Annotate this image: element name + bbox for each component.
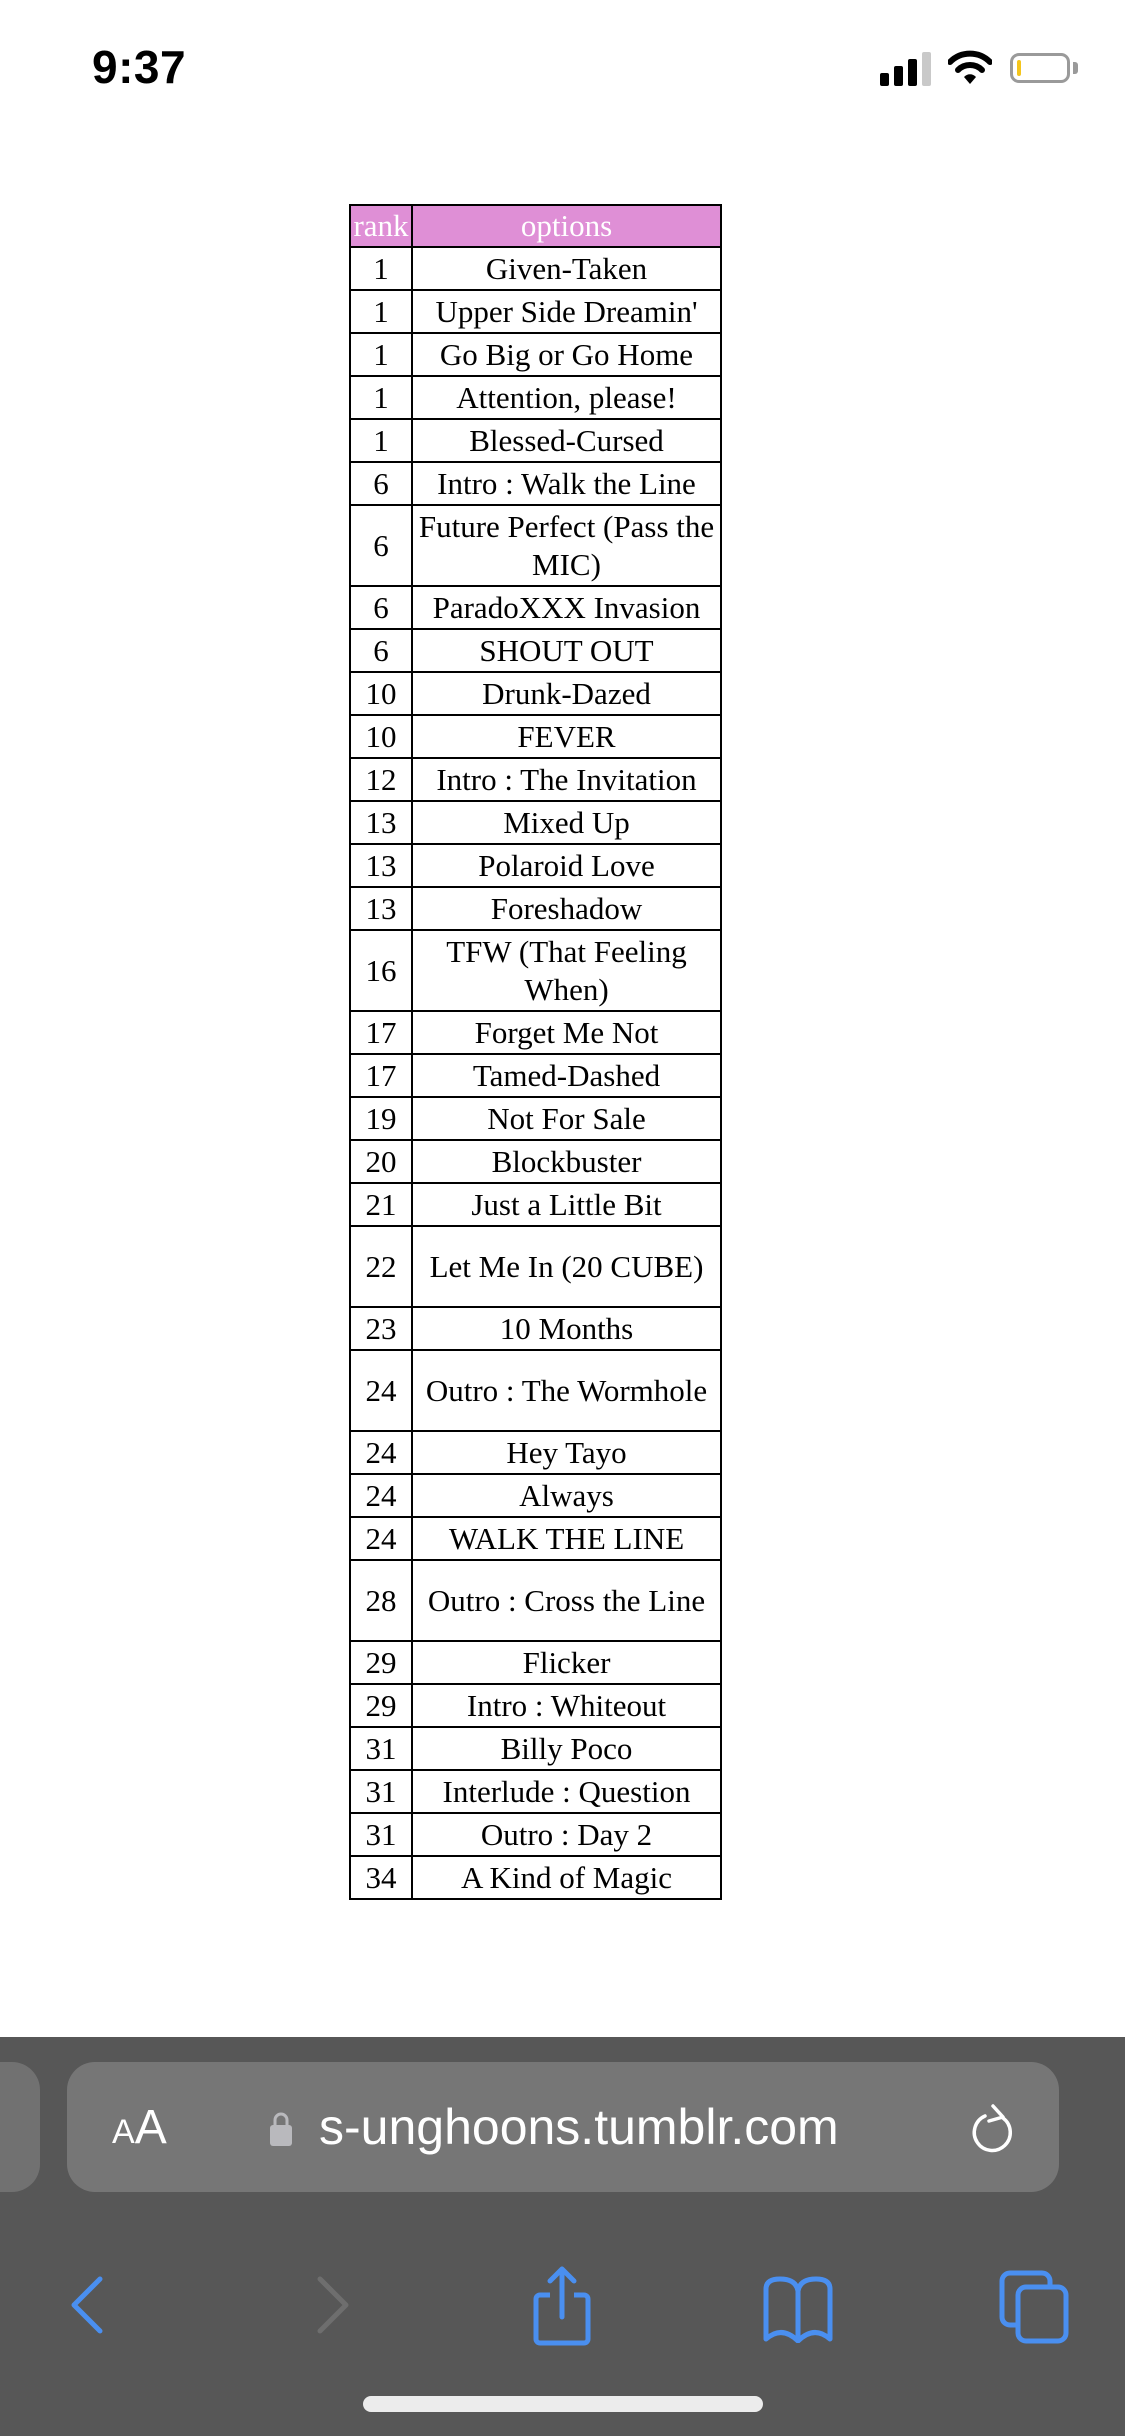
table-row bbox=[350, 333, 721, 376]
rank-cell: 10 bbox=[350, 672, 412, 715]
table-row bbox=[350, 930, 721, 1011]
option-cell: Blockbuster bbox=[412, 1140, 721, 1183]
option-cell: Go Big or Go Home bbox=[412, 333, 721, 376]
rank-cell: 17 bbox=[350, 1011, 412, 1054]
table-row bbox=[350, 1684, 721, 1727]
status-bar bbox=[0, 0, 1125, 140]
rank-cell: 24 bbox=[350, 1350, 412, 1431]
ranking-table bbox=[349, 204, 722, 1900]
rank-cell: 13 bbox=[350, 887, 412, 930]
table-row bbox=[350, 1226, 721, 1307]
rank-cell: 29 bbox=[350, 1684, 412, 1727]
table-row bbox=[350, 758, 721, 801]
status-time: 9:37 bbox=[92, 41, 187, 93]
option-cell: Hey Tayo bbox=[412, 1431, 721, 1474]
table-row bbox=[350, 1140, 721, 1183]
option-cell: Billy Poco bbox=[412, 1727, 721, 1770]
option-cell: Tamed-Dashed bbox=[412, 1054, 721, 1097]
column-header-rank: rank bbox=[350, 205, 412, 247]
option-cell: Let Me In (20 CUBE) bbox=[412, 1226, 721, 1307]
table-header-row bbox=[350, 205, 721, 247]
option-cell: Not For Sale bbox=[412, 1097, 721, 1140]
rank-cell: 31 bbox=[350, 1770, 412, 1813]
table-row bbox=[350, 419, 721, 462]
table-row bbox=[350, 1054, 721, 1097]
back-icon[interactable] bbox=[68, 2275, 108, 2335]
cellular-signal-icon bbox=[880, 52, 934, 86]
option-cell: Attention, please! bbox=[412, 376, 721, 419]
reload-icon[interactable] bbox=[967, 2102, 1017, 2157]
option-cell: Intro : Walk the Line bbox=[412, 462, 721, 505]
rank-cell: 34 bbox=[350, 1856, 412, 1899]
rank-cell: 16 bbox=[350, 930, 412, 1011]
rank-cell: 1 bbox=[350, 290, 412, 333]
table-row bbox=[350, 887, 721, 930]
table-row bbox=[350, 1307, 721, 1350]
option-cell: FEVER bbox=[412, 715, 721, 758]
option-cell: WALK THE LINE bbox=[412, 1517, 721, 1560]
rank-cell: 22 bbox=[350, 1226, 412, 1307]
rank-cell: 17 bbox=[350, 1054, 412, 1097]
option-cell: Forget Me Not bbox=[412, 1011, 721, 1054]
bookmarks-icon[interactable] bbox=[762, 2275, 834, 2343]
rank-cell: 19 bbox=[350, 1097, 412, 1140]
table-row bbox=[350, 1856, 721, 1899]
table-row bbox=[350, 505, 721, 586]
table-row bbox=[350, 586, 721, 629]
rank-cell: 6 bbox=[350, 629, 412, 672]
rank-cell: 6 bbox=[350, 586, 412, 629]
forward-icon[interactable] bbox=[312, 2275, 352, 2335]
option-cell: 10 Months bbox=[412, 1307, 721, 1350]
option-cell: Just a Little Bit bbox=[412, 1183, 721, 1226]
option-cell: Flicker bbox=[412, 1641, 721, 1684]
option-cell: Future Perfect (Pass the MIC) bbox=[412, 505, 721, 586]
table-row bbox=[350, 1641, 721, 1684]
option-cell: Drunk-Dazed bbox=[412, 672, 721, 715]
column-header-options: options bbox=[412, 205, 721, 247]
rank-cell: 28 bbox=[350, 1560, 412, 1641]
option-cell: Intro : The Invitation bbox=[412, 758, 721, 801]
table-row bbox=[350, 801, 721, 844]
reader-settings-button[interactable]: AA bbox=[112, 2101, 167, 2154]
wifi-icon bbox=[948, 50, 992, 86]
lock-icon bbox=[270, 2110, 292, 2146]
table-row bbox=[350, 290, 721, 333]
previous-tab-preview[interactable] bbox=[0, 2062, 40, 2192]
home-indicator[interactable] bbox=[363, 2396, 763, 2412]
table-row bbox=[350, 1350, 721, 1431]
rank-cell: 1 bbox=[350, 419, 412, 462]
rank-cell: 12 bbox=[350, 758, 412, 801]
table-row bbox=[350, 1770, 721, 1813]
rank-cell: 1 bbox=[350, 376, 412, 419]
table-row bbox=[350, 247, 721, 290]
option-cell: ParadoXXX Invasion bbox=[412, 586, 721, 629]
option-cell: A Kind of Magic bbox=[412, 1856, 721, 1899]
table-row bbox=[350, 1560, 721, 1641]
rank-cell: 31 bbox=[350, 1813, 412, 1856]
battery-level bbox=[1017, 60, 1021, 76]
option-cell: Outro : Cross the Line bbox=[412, 1560, 721, 1641]
table-row bbox=[350, 1727, 721, 1770]
option-cell: TFW (That Feeling When) bbox=[412, 930, 721, 1011]
option-cell: Mixed Up bbox=[412, 801, 721, 844]
option-cell: Upper Side Dreamin' bbox=[412, 290, 721, 333]
address-bar[interactable] bbox=[67, 2062, 1059, 2192]
option-cell: Blessed-Cursed bbox=[412, 419, 721, 462]
rank-cell: 31 bbox=[350, 1727, 412, 1770]
battery-icon bbox=[1010, 53, 1070, 83]
table-row bbox=[350, 1011, 721, 1054]
option-cell: Intro : Whiteout bbox=[412, 1684, 721, 1727]
table-row bbox=[350, 629, 721, 672]
table-row bbox=[350, 1183, 721, 1226]
table-row bbox=[350, 715, 721, 758]
rank-cell: 24 bbox=[350, 1474, 412, 1517]
option-cell: Foreshadow bbox=[412, 887, 721, 930]
table-row bbox=[350, 1097, 721, 1140]
rank-cell: 1 bbox=[350, 333, 412, 376]
option-cell: Given-Taken bbox=[412, 247, 721, 290]
rank-cell: 24 bbox=[350, 1431, 412, 1474]
rank-cell: 13 bbox=[350, 801, 412, 844]
table-row bbox=[350, 462, 721, 505]
rank-cell: 6 bbox=[350, 462, 412, 505]
table-row bbox=[350, 1813, 721, 1856]
option-cell: Outro : Day 2 bbox=[412, 1813, 721, 1856]
option-cell: Always bbox=[412, 1474, 721, 1517]
table-row bbox=[350, 376, 721, 419]
table-body bbox=[350, 247, 721, 1899]
rank-cell: 6 bbox=[350, 505, 412, 586]
option-cell: Outro : The Wormhole bbox=[412, 1350, 721, 1431]
table-row bbox=[350, 1431, 721, 1474]
tabs-icon[interactable] bbox=[998, 2269, 1070, 2345]
table-row bbox=[350, 672, 721, 715]
option-cell: Polaroid Love bbox=[412, 844, 721, 887]
table-row bbox=[350, 1474, 721, 1517]
rank-cell: 13 bbox=[350, 844, 412, 887]
option-cell: Interlude : Question bbox=[412, 1770, 721, 1813]
rank-cell: 20 bbox=[350, 1140, 412, 1183]
table-row bbox=[350, 1517, 721, 1560]
rank-cell: 21 bbox=[350, 1183, 412, 1226]
rank-cell: 23 bbox=[350, 1307, 412, 1350]
table-row bbox=[350, 844, 721, 887]
rank-cell: 10 bbox=[350, 715, 412, 758]
rank-cell: 29 bbox=[350, 1641, 412, 1684]
browser-toolbar bbox=[0, 2037, 1125, 2436]
url-text[interactable]: s-unghoons.tumblr.com bbox=[319, 2099, 839, 2155]
rank-cell: 24 bbox=[350, 1517, 412, 1560]
share-icon[interactable] bbox=[530, 2265, 594, 2347]
battery-cap bbox=[1073, 62, 1078, 74]
rank-cell: 1 bbox=[350, 247, 412, 290]
option-cell: SHOUT OUT bbox=[412, 629, 721, 672]
